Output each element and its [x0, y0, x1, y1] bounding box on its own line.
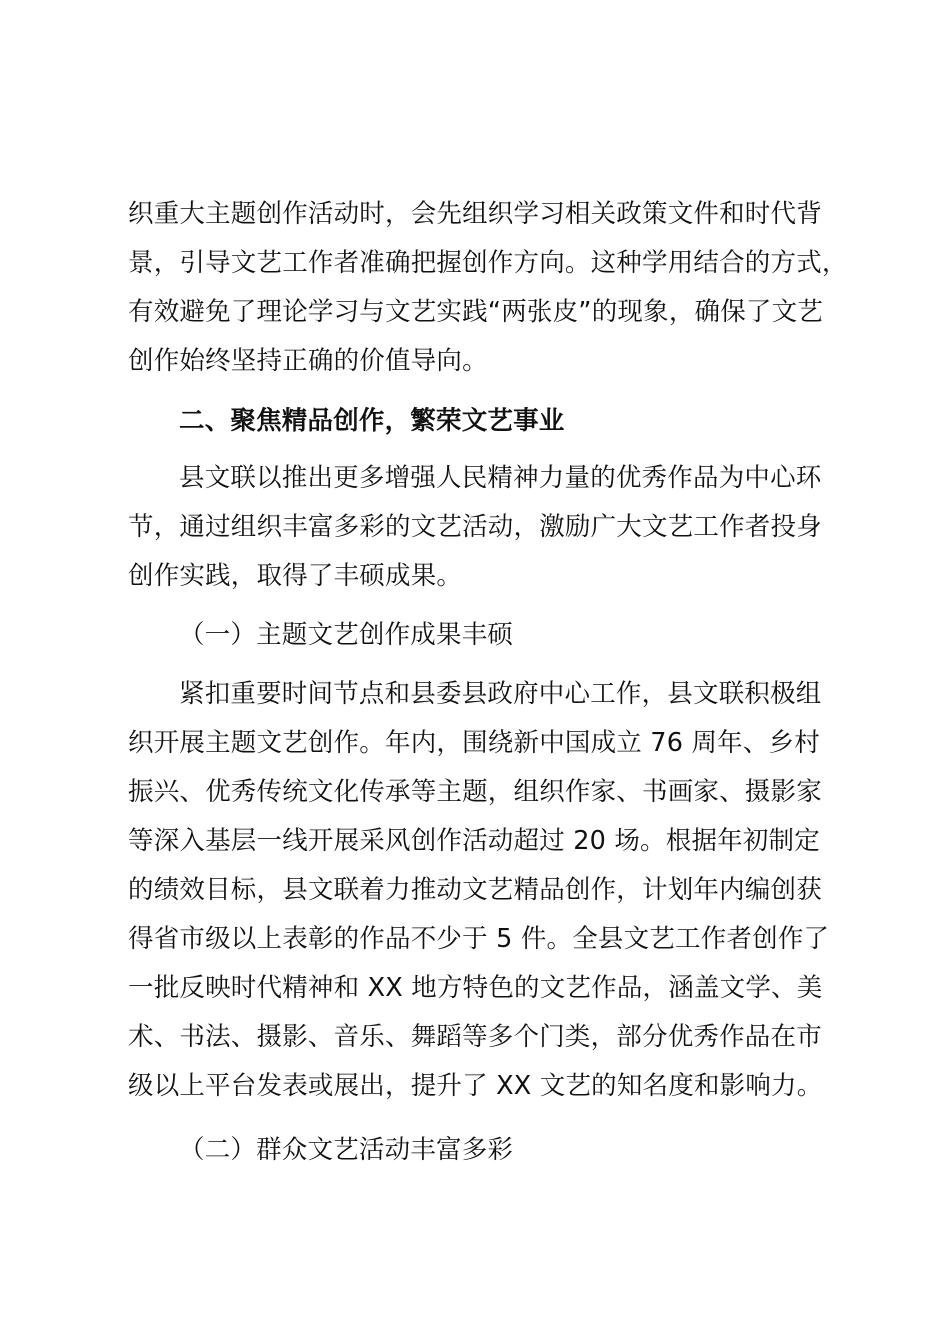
subheading-block-2 — [128, 1126, 848, 1175]
paragraph-theme-creation — [128, 670, 848, 1111]
text-line: 创作实践，取得了丰硕成果。 — [128, 561, 463, 591]
section-heading: 二、聚焦精品创作，繁荣文艺事业 — [179, 406, 565, 436]
text-line: 县文联以推出更多增强人民精神力量的优秀作品为中心环 — [179, 463, 822, 493]
subheading: （二）群众文艺活动丰富多彩 — [179, 1135, 514, 1165]
text-line: 有效避免了理论学习与文艺实践“两张皮”的现象，确保了文艺 — [128, 297, 824, 327]
text-line: 的绩效目标，县文联着力推动文艺精品创作，计划年内编创获 — [128, 875, 822, 905]
text-line: 等深入基层一线开展采风创作活动超过 20 场。根据年初制定 — [128, 826, 820, 856]
text-line: 一批反映时代精神和 XX 地方特色的文艺作品，涵盖文学、美 — [128, 973, 823, 1003]
paragraph-intro — [128, 454, 848, 601]
text-line: 振兴、优秀传统文化传承等主题，组织作家、书画家、摄影家 — [128, 777, 822, 807]
text-line: 得省市级以上表彰的作品不少于 5 件。全县文艺工作者创作了 — [128, 924, 830, 954]
paragraph-continuation — [128, 190, 848, 386]
text-line: 级以上平台发表或展出，提升了 XX 文艺的知名度和影响力。 — [128, 1071, 823, 1101]
text-line: 节，通过组织丰富多彩的文艺活动，激励广大文艺工作者投身 — [128, 512, 822, 542]
subheading-block-1 — [128, 611, 848, 660]
section-heading-block — [128, 397, 848, 446]
text-line: 景，引导文艺工作者准确把握创作方向。这种学用结合的方式， — [128, 248, 848, 278]
text-line: 紧扣重要时间节点和县委县政府中心工作，县文联积极组 — [179, 679, 822, 709]
subheading: （一）主题文艺创作成果丰硕 — [179, 620, 514, 650]
text-line: 术、书法、摄影、音乐、舞蹈等多个门类，部分优秀作品在市 — [128, 1022, 822, 1052]
text-line: 织重大主题创作活动时，会先组织学习相关政策文件和时代背 — [128, 199, 822, 229]
text-line: 织开展主题文艺创作。年内，围绕新中国成立 76 周年、乡村 — [128, 728, 820, 758]
text-line: 创作始终坚持正确的价值导向。 — [128, 346, 488, 376]
